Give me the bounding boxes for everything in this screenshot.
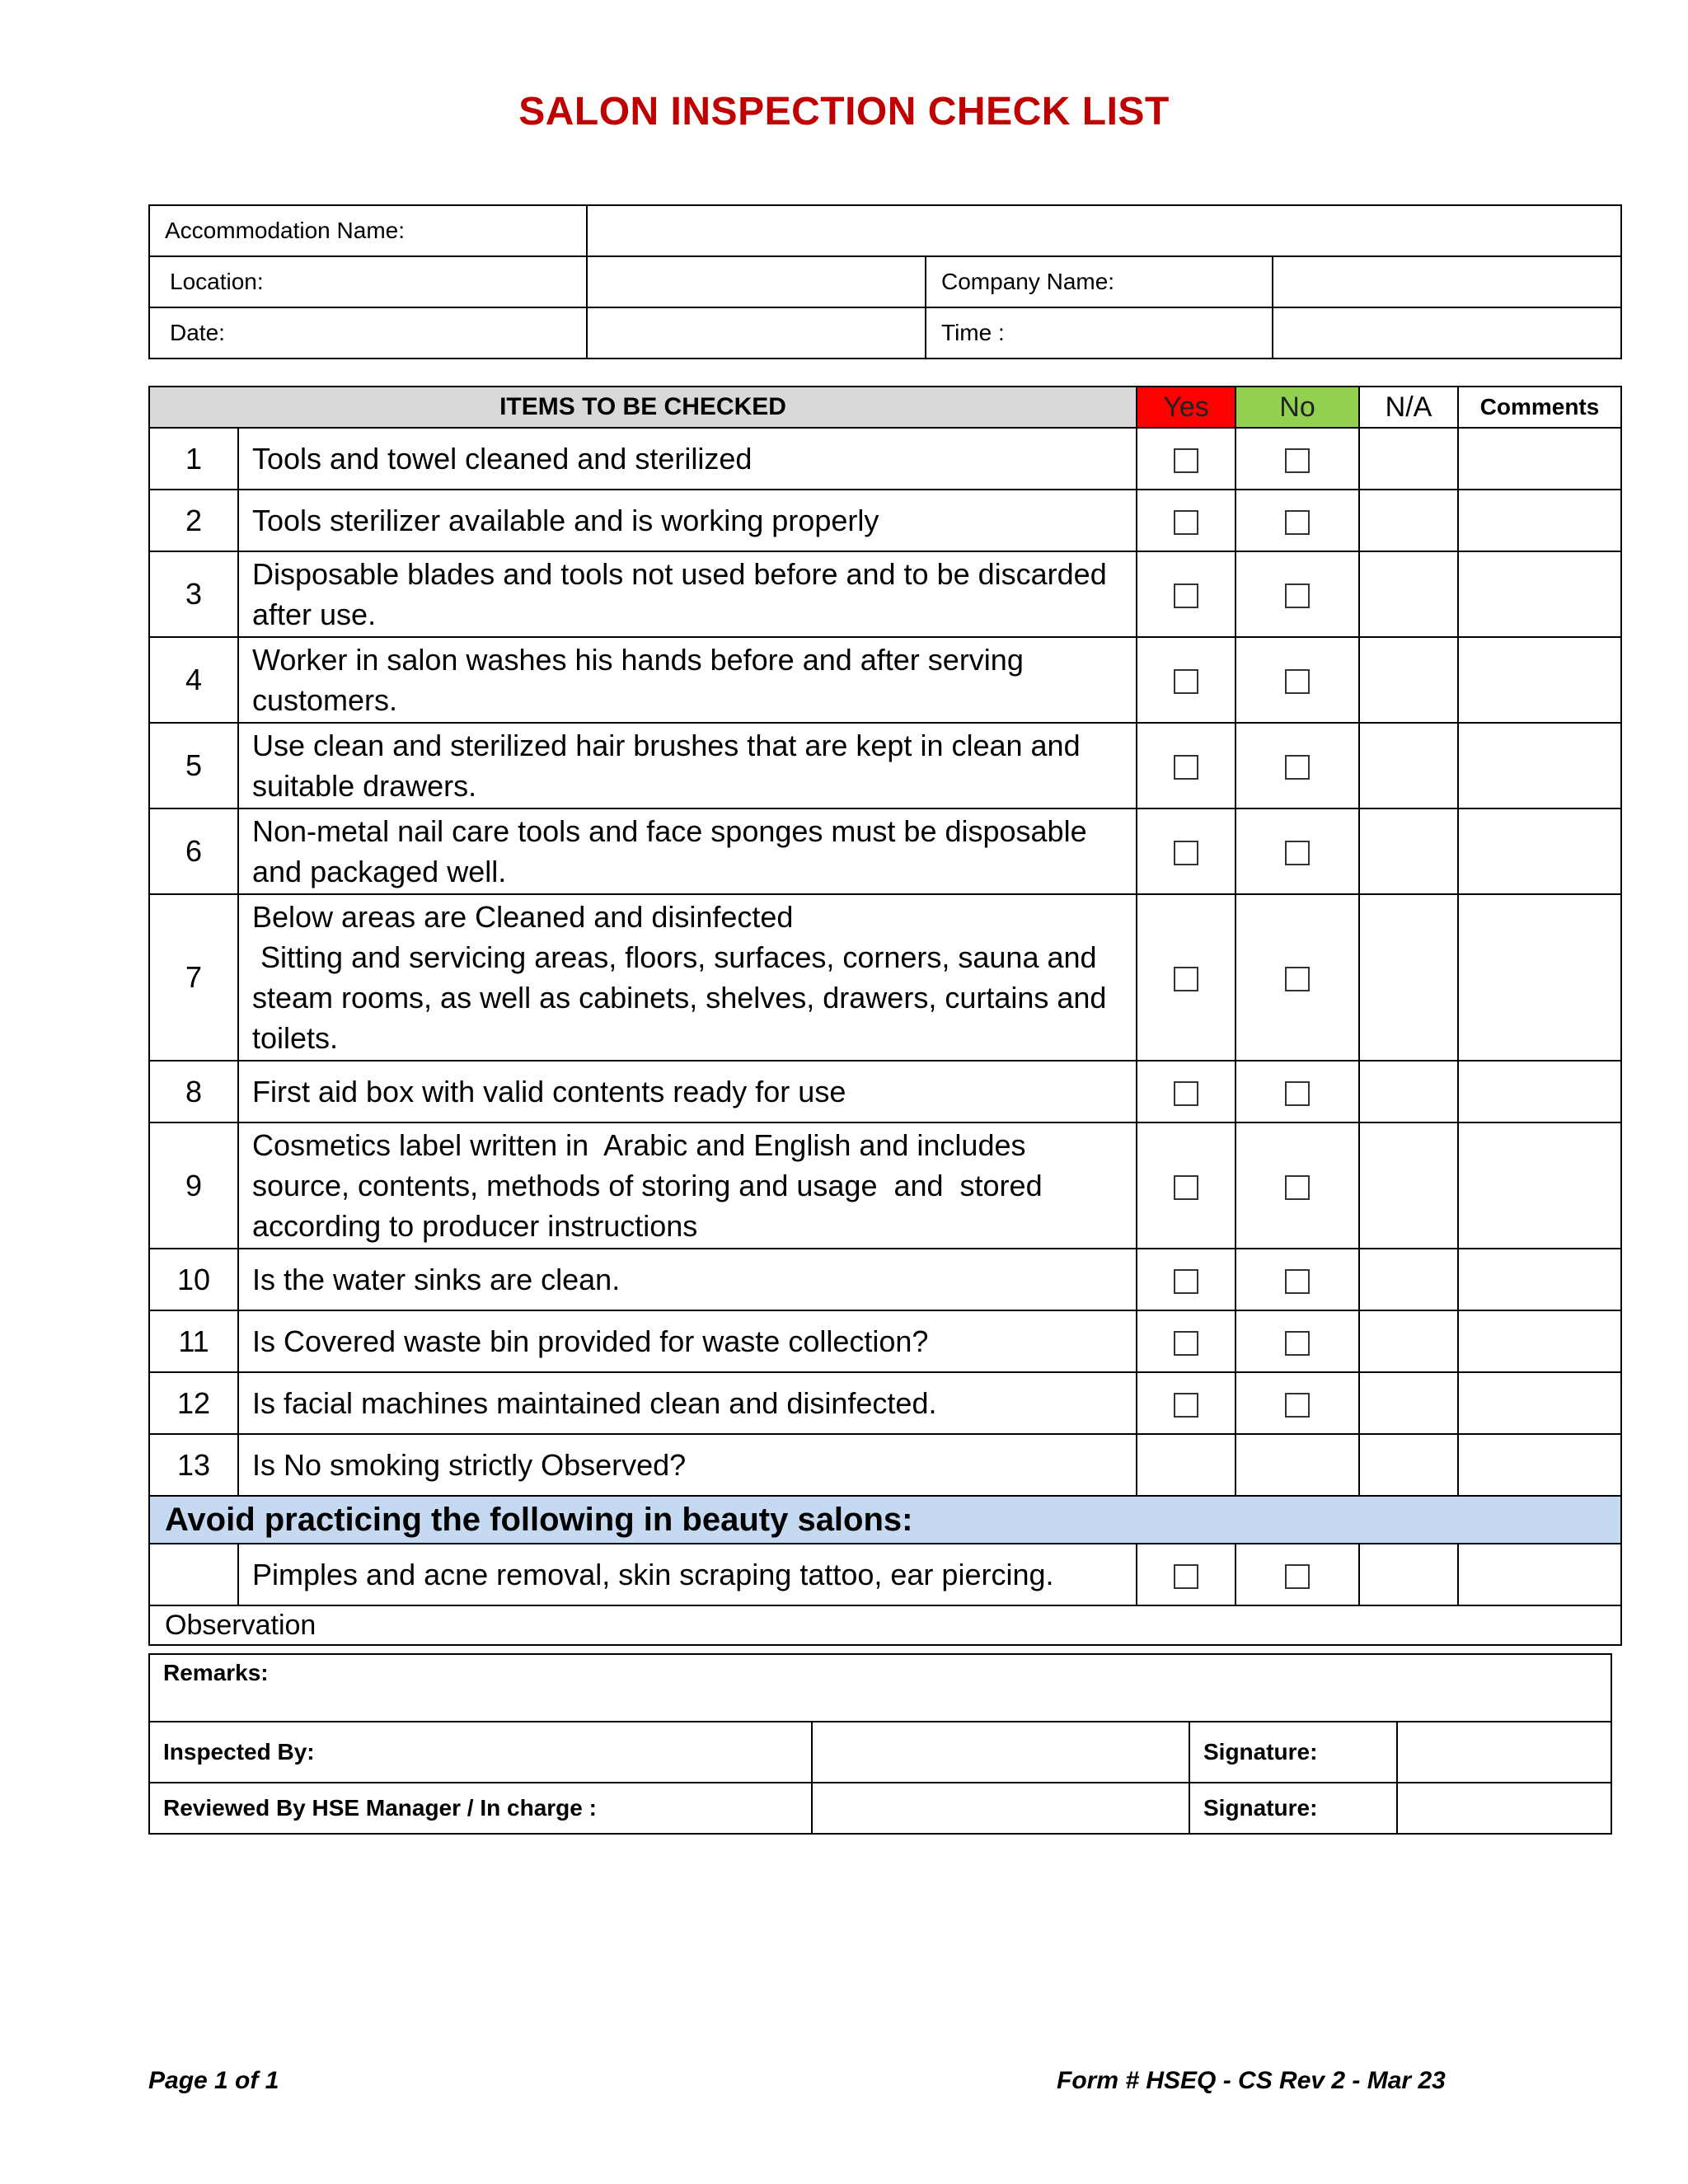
section-title: Avoid practicing the following in beauty salons: <box>149 1496 1621 1544</box>
comments-cell[interactable] <box>1458 1544 1621 1605</box>
yes-header: Yes <box>1137 387 1236 428</box>
item-number: 2 <box>149 490 238 551</box>
table-row <box>149 637 1621 723</box>
item-number: 8 <box>149 1061 238 1122</box>
accommodation-field[interactable] <box>587 205 1621 256</box>
item-text: Use clean and sterilized hair brushes that are kept in clean and suitable drawers. <box>238 723 1137 808</box>
na-cell[interactable] <box>1359 490 1458 551</box>
no-checkbox[interactable] <box>1285 1331 1310 1356</box>
time-field[interactable] <box>1273 307 1621 359</box>
yes-checkbox[interactable] <box>1174 841 1198 865</box>
item-text: Tools sterilizer available and is working properly <box>238 490 1137 551</box>
no-checkbox[interactable] <box>1285 1081 1310 1106</box>
inspected-by-label: Inspected By: <box>149 1722 812 1783</box>
table-row <box>149 894 1621 1061</box>
location-field[interactable] <box>587 256 926 307</box>
header-info-table <box>148 204 1622 359</box>
item-text: Tools and towel cleaned and sterilized <box>238 428 1137 490</box>
comments-header: Comments <box>1458 387 1621 428</box>
table-row <box>149 1372 1621 1434</box>
item-text-line-2: Sitting and servicing areas, floors, surfaces, corners, sauna and steam rooms, as well as cabinets, shelves, drawers, curtains and toilets. <box>252 940 1115 1055</box>
item-number: 11 <box>149 1310 238 1372</box>
na-cell[interactable] <box>1359 723 1458 808</box>
comments-cell[interactable] <box>1458 490 1621 551</box>
page-number: Page 1 of 1 <box>148 2067 279 2094</box>
accommodation-label: Accommodation Name: <box>149 205 587 256</box>
item-text: Disposable blades and tools not used before and to be discarded after use. <box>238 551 1137 637</box>
table-row <box>149 808 1621 894</box>
comments-cell[interactable] <box>1458 637 1621 723</box>
item-text-line-1: Below areas are Cleaned and disinfected <box>252 900 794 934</box>
na-cell[interactable] <box>1359 1061 1458 1122</box>
item-number: 12 <box>149 1372 238 1434</box>
comments-cell[interactable] <box>1458 1061 1621 1122</box>
section-row <box>149 1496 1621 1544</box>
signature-field[interactable] <box>1397 1722 1611 1783</box>
yes-checkbox[interactable] <box>1174 583 1198 608</box>
item-number: 9 <box>149 1122 238 1249</box>
item-text <box>238 894 1137 1061</box>
table-row <box>149 1249 1621 1310</box>
item-number: 5 <box>149 723 238 808</box>
date-field[interactable] <box>587 307 926 359</box>
no-checkbox[interactable] <box>1285 510 1310 535</box>
table-row <box>149 1310 1621 1372</box>
no-checkbox[interactable] <box>1285 669 1310 694</box>
item-text: First aid box with valid contents ready for use <box>238 1061 1137 1122</box>
no-checkbox[interactable] <box>1285 1564 1310 1589</box>
na-cell[interactable] <box>1359 1372 1458 1434</box>
na-cell[interactable] <box>1359 1434 1458 1496</box>
comments-cell[interactable] <box>1458 1310 1621 1372</box>
table-row <box>149 1434 1621 1496</box>
comments-cell[interactable] <box>1458 551 1621 637</box>
na-cell[interactable] <box>1359 808 1458 894</box>
observation-label[interactable]: Observation <box>149 1605 1621 1645</box>
yes-checkbox[interactable] <box>1174 1564 1198 1589</box>
reviewed-by-field[interactable] <box>812 1783 1189 1834</box>
na-cell[interactable] <box>1359 1122 1458 1249</box>
item-text: Non-metal nail care tools and face sponges must be disposable and packaged well. <box>238 808 1137 894</box>
signature-label: Signature: <box>1189 1722 1397 1783</box>
form-number: Form # HSEQ - CS Rev 2 - Mar 23 <box>1057 2067 1446 2094</box>
no-header: No <box>1236 387 1359 428</box>
item-text: Is Covered waste bin provided for waste collection? <box>238 1310 1137 1372</box>
item-number: 6 <box>149 808 238 894</box>
company-label: Company Name: <box>926 256 1273 307</box>
item-text: Is facial machines maintained clean and disinfected. <box>238 1372 1137 1434</box>
signature-field[interactable] <box>1397 1783 1611 1834</box>
yes-checkbox[interactable] <box>1174 669 1198 694</box>
na-header: N/A <box>1359 387 1458 428</box>
table-row <box>149 428 1621 490</box>
yes-checkbox[interactable] <box>1174 967 1198 991</box>
comments-cell[interactable] <box>1458 894 1621 1061</box>
item-text: Is No smoking strictly Observed? <box>238 1434 1137 1496</box>
page-title: SALON INSPECTION CHECK LIST <box>518 90 1170 134</box>
comments-cell[interactable] <box>1458 1434 1621 1496</box>
yes-checkbox[interactable] <box>1174 1393 1198 1418</box>
remarks-cell[interactable] <box>149 1654 1611 1722</box>
comments-cell[interactable] <box>1458 428 1621 490</box>
checklist-header-row <box>149 387 1621 428</box>
item-number: 3 <box>149 551 238 637</box>
no-checkbox[interactable] <box>1285 1269 1310 1294</box>
item-text: Pimples and acne removal, skin scraping tattoo, ear piercing. <box>238 1544 1137 1605</box>
no-checkbox[interactable] <box>1285 448 1310 473</box>
yes-cell[interactable] <box>1137 1434 1236 1496</box>
item-number: 1 <box>149 428 238 490</box>
table-row <box>149 490 1621 551</box>
company-field[interactable] <box>1273 256 1621 307</box>
table-row <box>149 1122 1621 1249</box>
yes-checkbox[interactable] <box>1174 1175 1198 1200</box>
table-row <box>149 1061 1621 1122</box>
items-header: ITEMS TO BE CHECKED <box>149 387 1137 428</box>
table-row <box>149 551 1621 637</box>
table-row <box>149 1544 1621 1605</box>
yes-checkbox[interactable] <box>1174 1269 1198 1294</box>
yes-checkbox[interactable] <box>1174 1331 1198 1356</box>
na-cell[interactable] <box>1359 1249 1458 1310</box>
item-number: 7 <box>149 894 238 1061</box>
reviewed-by-label: Reviewed By HSE Manager / In charge : <box>149 1783 812 1834</box>
na-cell[interactable] <box>1359 1310 1458 1372</box>
yes-checkbox[interactable] <box>1174 510 1198 535</box>
location-label: Location: <box>149 256 587 307</box>
inspected-by-field[interactable] <box>812 1722 1189 1783</box>
item-text: Is the water sinks are clean. <box>238 1249 1137 1310</box>
item-number: 4 <box>149 637 238 723</box>
na-cell[interactable] <box>1359 1544 1458 1605</box>
na-cell[interactable] <box>1359 894 1458 1061</box>
remarks-label: Remarks: <box>163 1660 269 1685</box>
comments-cell[interactable] <box>1458 808 1621 894</box>
item-number <box>149 1544 238 1605</box>
item-number: 13 <box>149 1434 238 1496</box>
date-label: Date: <box>149 307 587 359</box>
observation-row <box>149 1605 1621 1645</box>
checklist-table <box>148 386 1622 1646</box>
signoff-table <box>148 1653 1612 1835</box>
item-number: 10 <box>149 1249 238 1310</box>
no-checkbox[interactable] <box>1285 1175 1310 1200</box>
no-checkbox[interactable] <box>1285 967 1310 991</box>
signature-label: Signature: <box>1189 1783 1397 1834</box>
yes-checkbox[interactable] <box>1174 448 1198 473</box>
time-label: Time : <box>926 307 1273 359</box>
no-cell[interactable] <box>1236 1434 1359 1496</box>
yes-checkbox[interactable] <box>1174 1081 1198 1106</box>
no-checkbox[interactable] <box>1285 1393 1310 1418</box>
item-text: Worker in salon washes his hands before and after serving customers. <box>238 637 1137 723</box>
comments-cell[interactable] <box>1458 1122 1621 1249</box>
no-checkbox[interactable] <box>1285 755 1310 780</box>
comments-cell[interactable] <box>1458 1372 1621 1434</box>
comments-cell[interactable] <box>1458 723 1621 808</box>
comments-cell[interactable] <box>1458 1249 1621 1310</box>
na-cell[interactable] <box>1359 551 1458 637</box>
table-row <box>149 723 1621 808</box>
no-checkbox[interactable] <box>1285 841 1310 865</box>
na-cell[interactable] <box>1359 637 1458 723</box>
na-cell[interactable] <box>1359 428 1458 490</box>
yes-checkbox[interactable] <box>1174 755 1198 780</box>
item-text: Cosmetics label written in Arabic and English and includes source, contents, methods of storing and usage and stored according to producer instructions <box>238 1122 1137 1249</box>
no-checkbox[interactable] <box>1285 583 1310 608</box>
